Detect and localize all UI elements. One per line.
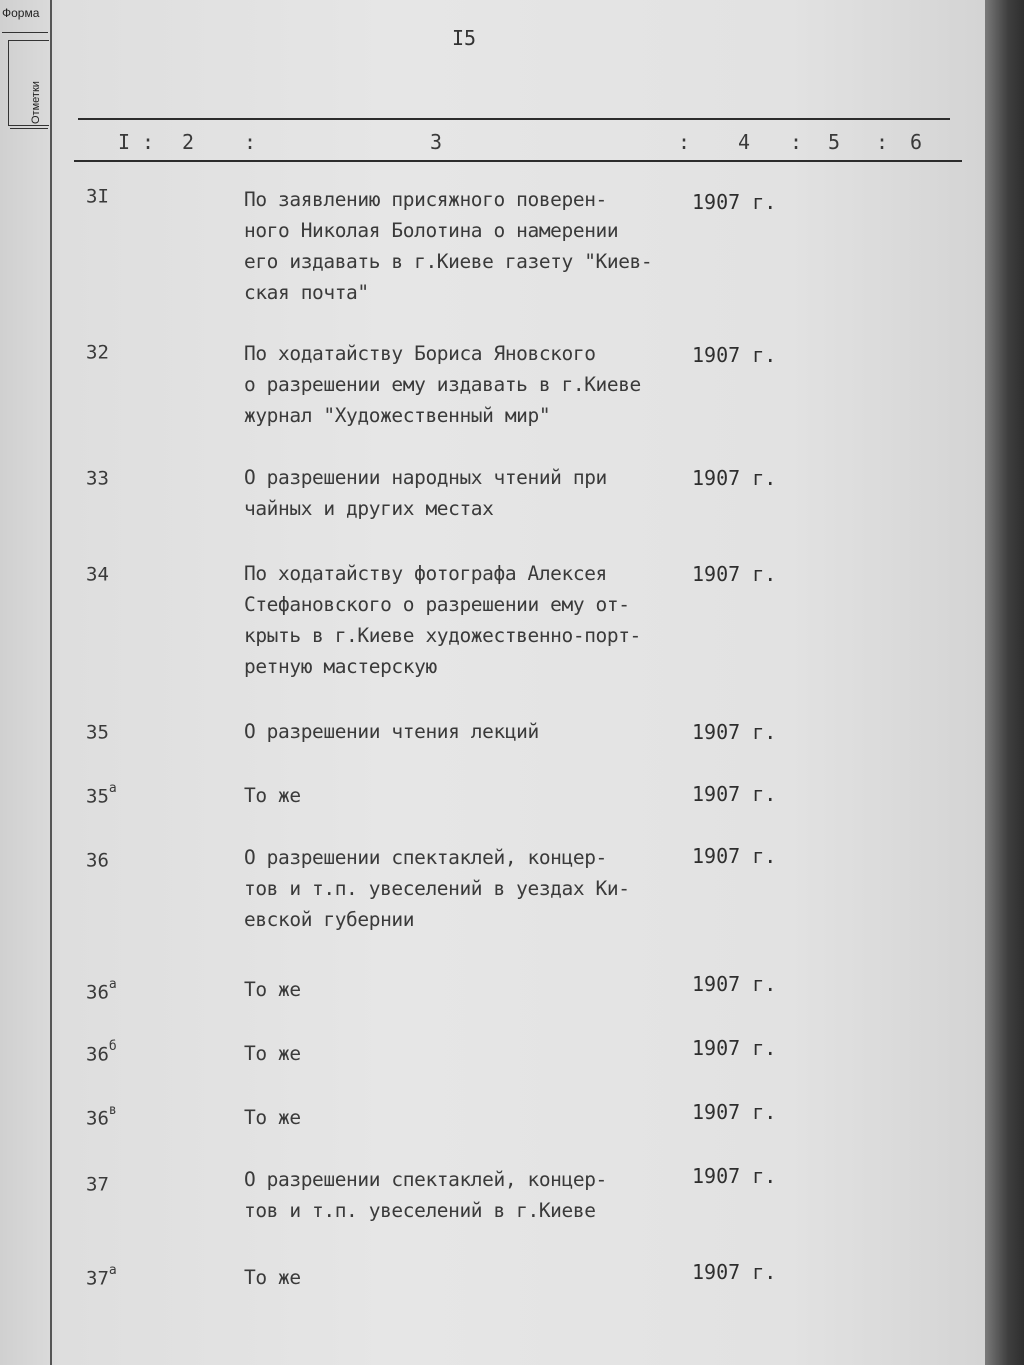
entry-number: 33: [86, 467, 109, 490]
entry-description: То же: [244, 1106, 301, 1129]
entry-number: 35: [86, 721, 109, 744]
entry-year: 1907 г.: [692, 1036, 777, 1060]
column-header-4: 4: [738, 130, 751, 154]
entry-description: О разрешении народных чтений при чайных и других местах: [244, 466, 607, 520]
entry-number: $36^б$: [86, 1039, 117, 1066]
entry-description: То же: [244, 1266, 301, 1289]
entry-number: $37^а$: [86, 1263, 117, 1290]
entry-number: $36^в$: [86, 1103, 117, 1130]
entry-year: 1907 г.: [692, 1260, 777, 1284]
entry-description: То же: [244, 784, 301, 807]
page-edge-shadow: [985, 0, 1024, 1365]
entry-year: 1907 г.: [692, 466, 777, 490]
entry-description: То же: [244, 978, 301, 1001]
entry-year: 1907 г.: [692, 844, 777, 868]
header-top-rule: [78, 118, 950, 120]
marks-label: Отметки: [30, 81, 42, 124]
page-number: I5: [452, 26, 477, 50]
entry-year: 1907 г.: [692, 562, 777, 586]
entry-number: 3I: [86, 185, 109, 208]
entry-year: 1907 г.: [692, 190, 777, 214]
entry-description: О разрешении чтения лекций: [244, 720, 539, 743]
form-label: Форма: [2, 6, 48, 33]
entry-year: 1907 г.: [692, 972, 777, 996]
entry-year: 1907 г.: [692, 1164, 777, 1188]
column-header-6: 6: [910, 130, 923, 154]
entry-description: То же: [244, 1042, 301, 1065]
entry-number: 37: [86, 1173, 109, 1196]
entry-number: $36^а$: [86, 977, 117, 1004]
entry-description: О разрешении спектаклей, концер- тов и т.п. увеселений в уездах Ки- евской губернии: [244, 846, 630, 931]
header-bottom-rule: [74, 160, 962, 162]
column-header-3: 3: [430, 130, 443, 154]
entry-description: По ходатайству Бориса Яновского о разрешении ему издавать в г.Киеве журнал "Художественный мир": [244, 342, 641, 427]
column-header-separator: :: [876, 130, 889, 154]
column-header-separator: :: [142, 130, 155, 154]
column-header-separator: :: [790, 130, 803, 154]
entry-number: 34: [86, 563, 109, 586]
entry-description: О разрешении спектаклей, концер- тов и т.п. увеселений в г.Киеве: [244, 1168, 607, 1222]
column-header-separator: :: [678, 130, 691, 154]
marks-divider: [10, 128, 48, 129]
entry-number: 36: [86, 849, 109, 872]
entry-year: 1907 г.: [692, 720, 777, 744]
entry-year: 1907 г.: [692, 343, 777, 367]
column-header-1: I: [118, 130, 131, 154]
column-header-5: 5: [828, 130, 841, 154]
marks-box: [8, 40, 49, 126]
form-margin-strip: [0, 0, 52, 1365]
entry-number: $35^а$: [86, 781, 117, 808]
entry-year: 1907 г.: [692, 782, 777, 806]
entry-year: 1907 г.: [692, 1100, 777, 1124]
entry-description: По ходатайству фотографа Алексея Стефановского о разрешении ему от- крыть в г.Киеве художественно-порт- ретную мастерскую: [244, 562, 641, 678]
entry-number: 32: [86, 341, 109, 364]
entry-description: По заявлению присяжного поверен- ного Николая Болотина о намерении его издавать в г.Киеве газету "Киев- ская почта": [244, 188, 653, 304]
column-header-2: 2: [182, 130, 195, 154]
column-header-separator: :: [244, 130, 257, 154]
